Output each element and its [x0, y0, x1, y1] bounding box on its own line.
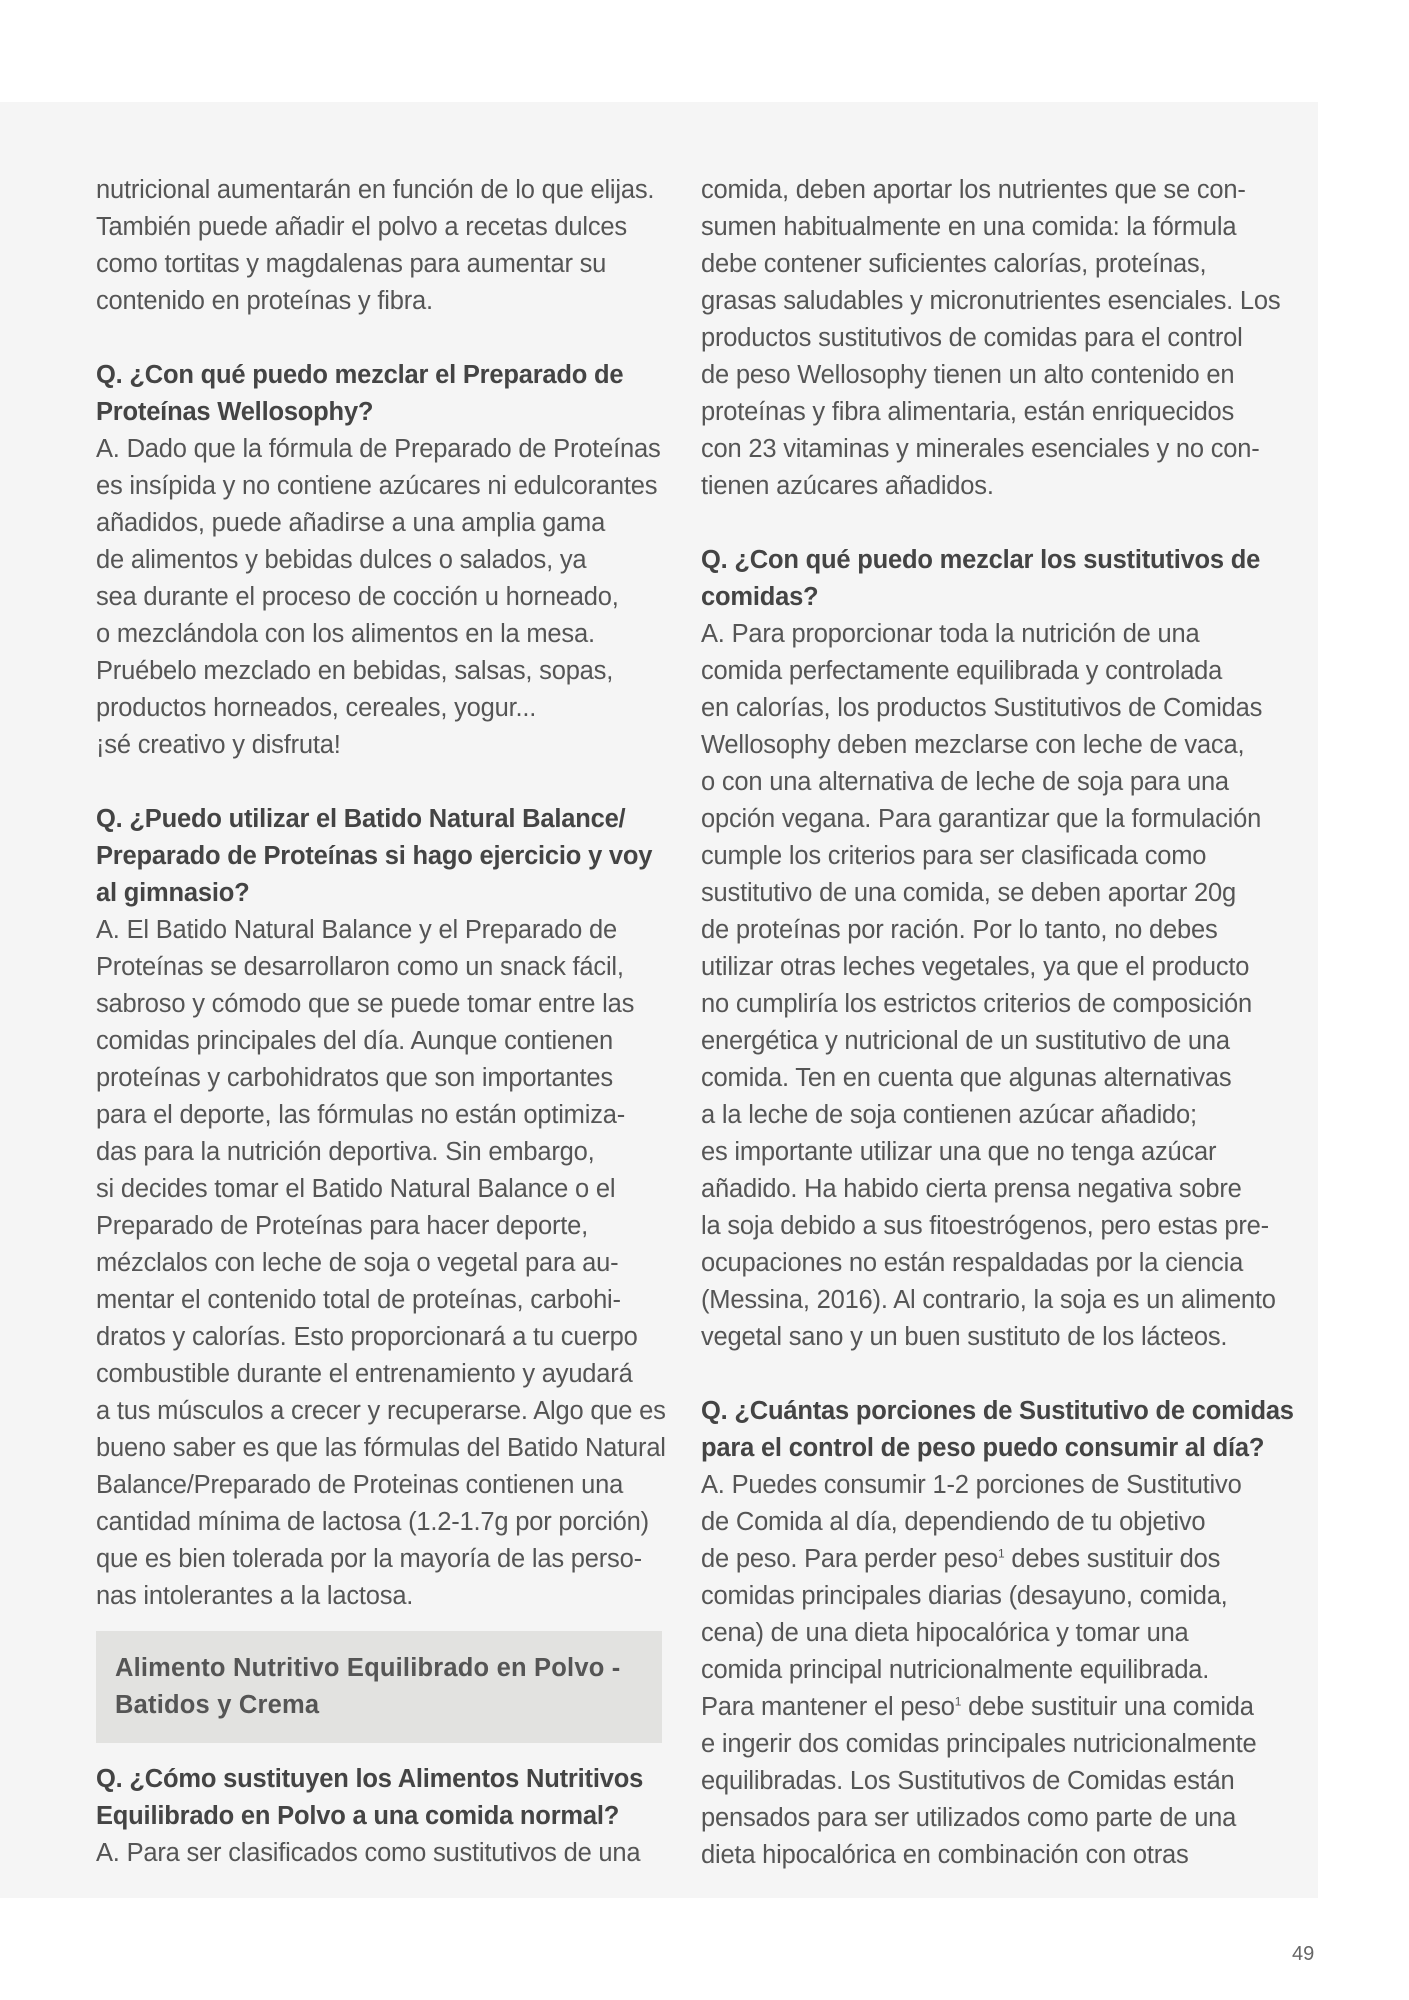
faq-answer-exercise: A. El Batido Natural Balance y el Preparado de Proteínas se desarrollaron como un snack fácil, sabroso y cómodo que se puede tomar entre las comidas principales del día. Aunque contienen proteínas y carbohidratos que son importantes para el deporte, las fórmulas no están optimiza- das para la nutrición deportiva. Sin embargo, si decides tomar el Batido Natural Balance o el Preparado de Proteínas para hacer deporte, mézclalos con leche de soja o vegetal para au- mentar el contenido total de proteínas, carbohi- dratos y calorías. Esto proporcionará a tu cuerpo combustible durante el entrenamiento y ayudará a tus músculos a crecer y recuperarse. Algo que es bueno saber es que las fórmulas del Batido Natural Balance/Preparado de Proteinas contienen una cantidad mínima de lactosa (1.2-1.7g por porción) que es bien tolerada por la mayoría de las perso- nas intolerantes a la lactosa.	[96, 916, 666, 1610]
page-number: 49	[1292, 1943, 1315, 1965]
right-column	[701, 172, 1294, 1874]
faq-question-replace-meal: Q. ¿Cómo sustituyen los Alimentos Nutritivos Equilibrado en Polvo a una comida normal?	[96, 1765, 644, 1830]
faq-question-mix-meal: Q. ¿Con qué puedo mezclar los sustitutivos de comidas?	[701, 546, 1261, 611]
footnote-marker: 1	[954, 1694, 962, 1709]
footnote-marker: 1	[997, 1546, 1005, 1561]
faq-question-mix-protein: Q. ¿Con qué puedo mezclar el Preparado de Proteínas Wellosophy?	[96, 361, 624, 426]
faq-answer-portions: A. Puedes consumir 1-2 porciones de Sustitutivo de Comida al día, dependiendo de tu objetivo de peso. Para perder peso$^1$ debes sustituir dos comidas principales diarias (desayuno, comida, cena) de una dieta hipocalórica y tomar una comida principal nutricionalmente equilibrada. Para mantener el peso$^1$ debe sustituir una comida e ingerir dos comidas principales nutricionalmente equilibradas. Los Sustitutivos de Comidas están pensados para ser utilizados como parte de una dieta hipocalórica en combinación con otras	[701, 1471, 1257, 1869]
faq-answer-mix-protein: A. Dado que la fórmula de Preparado de Proteínas es insípida y no contiene azúcares ni edulcorantes añadidos, puede añadirse a una amplia gama de alimentos y bebidas dulces o salados, ya sea durante el proceso de cocción u horneado, o mezclándola con los alimentos en la mesa. Pruébelo mezclado en bebidas, salsas, sopas, productos horneados, cereales, yogur... ¡sé creativo y disfruta!	[96, 435, 661, 759]
section-heading-box: Alimento Nutritivo Equilibrado en Polvo - Batidos y Crema	[96, 1631, 662, 1743]
faq-answer-replace-meal: A. Para ser clasificados como sustitutivos de una	[96, 1839, 641, 1867]
faq-question-portions: Q. ¿Cuántas porciones de Sustitutivo de comidas para el control de peso puedo consumir al día?	[701, 1397, 1294, 1462]
left-column	[96, 172, 666, 1872]
faq-answer-mix-meal: A. Para proporcionar toda la nutrición de una comida perfectamente equilibrada y controlada en calorías, los productos Sustitutivos de Comidas Wellosophy deben mezclarse con leche de vaca, o con una alternativa de leche de soja para una opción vegana. Para garantizar que la formulación cumple los criterios para ser clasificada como sustitutivo de una comida, se deben aportar 20g de proteínas por ración. Por lo tanto, no debes utilizar otras leches vegetales, ya que el producto no cumpliría los estrictos criterios de composición energética y nutricional de un sustitutivo de una comida. Ten en cuenta que algunas alternativas a la leche de soja contienen azúcar añadido; es importante utilizar una que no tenga azúcar añadido. Ha habido cierta prensa negativa sobre la soja debido a sus fitoestrógenos, pero estas pre- ocupaciones no están respaldadas por la ciencia (Messina, 2016). Al contrario, la soja es un alimento vegetal sano y un buen sustituto de los lácteos.	[701, 620, 1276, 1351]
intro-paragraph: nutricional aumentarán en función de lo que elijas. También puede añadir el polvo a recetas dulces como tortitas y magdalenas para aumentar su contenido en proteínas y fibra.	[96, 176, 655, 315]
faq-question-exercise: Q. ¿Puedo utilizar el Batido Natural Balance/ Preparado de Proteínas si hago ejercicio y voy al gimnasio?	[96, 805, 653, 907]
continued-paragraph: comida, deben aportar los nutrientes que se con- sumen habitualmente en una comida: la fórmula debe contener suficientes calorías, proteínas, grasas saludables y micronutrientes esenciales. Los productos sustitutivos de comidas para el control de peso Wellosophy tienen un alto contenido en proteínas y fibra alimentaria, están enriquecidos con 23 vitaminas y minerales esenciales y no con- tienen azúcares añadidos.	[701, 176, 1281, 500]
